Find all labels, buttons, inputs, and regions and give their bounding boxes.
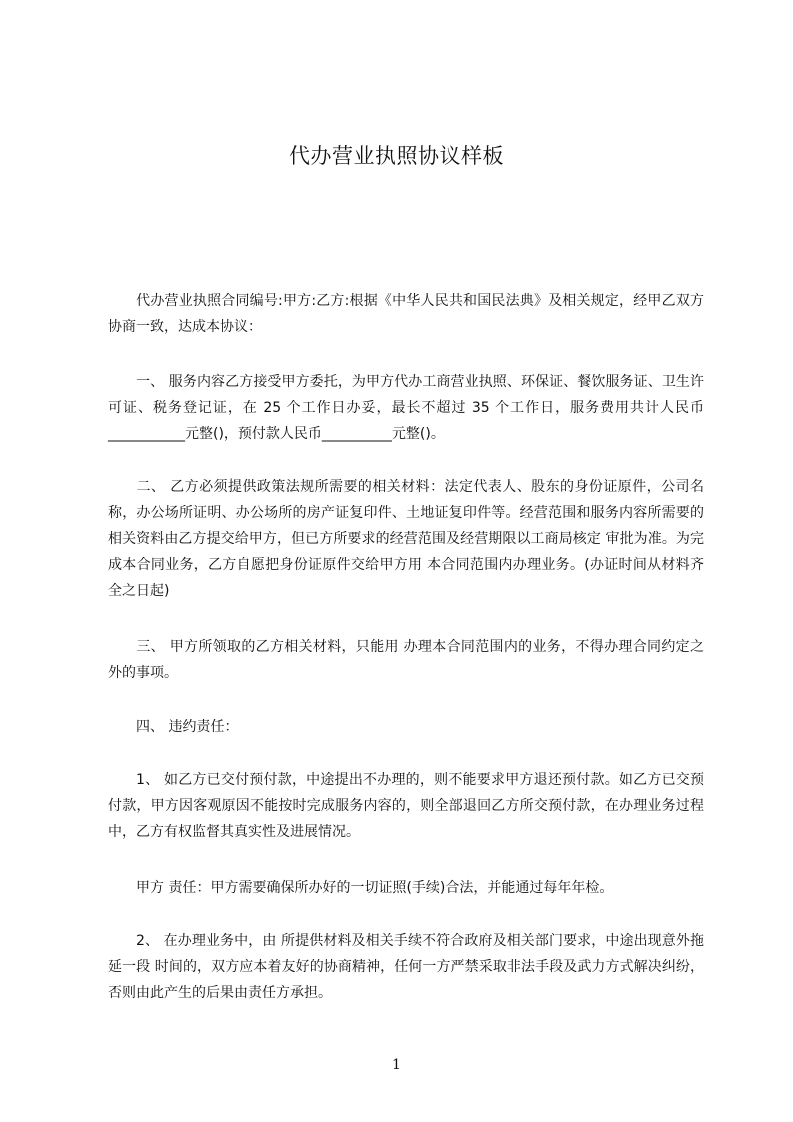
paragraph-breach-1-text: 1、 如乙方已交付预付款，中途提出不办理的，则不能要求甲方退还预付款。如乙方已交预付款，甲方因客观原因不能按时完成服务内容的，则全部退回乙方所交预付款，在办理业务过程中，乙方有权监督其真实性及进展情况。	[108, 772, 704, 840]
paragraph-intro	[108, 288, 704, 340]
paragraph-clause-1-text: 一、 服务内容乙方接受甲方委托，为甲方代办工商营业执照、环保证、餐饮服务证、卫生许可证、税务登记证，在 25 个工作日办妥，最长不超过 35 个工作日，服务费用共计人民币___________元整()，预付款人民币__________元整()。	[108, 374, 704, 442]
paragraph-clause-3	[108, 634, 704, 686]
paragraph-clause-4-heading	[108, 714, 704, 740]
paragraph-breach-2-text: 2、 在办理业务中，由 所提供材料及相关手续不符合政府及相关部门要求，中途出现意外拖延一段 时间的，双方应本着友好的协商精神，任何一方严禁采取非法手段及武力方式解决纠纷，否则由此产生的后果由责任方承担。	[108, 933, 704, 1001]
paragraph-party-a-duty	[108, 875, 704, 901]
document-title: 代办营业执照协议样板	[289, 144, 504, 168]
paragraph-clause-4-heading-text: 四、 违约责任：	[136, 719, 239, 735]
paragraph-breach-2	[108, 928, 704, 1006]
paragraph-clause-1	[108, 369, 704, 447]
paragraph-party-a-duty-text: 甲方 责任：甲方需要确保所办好的一切证照(手续)合法，并能通过每年年检。	[136, 880, 614, 896]
paragraph-breach-1	[108, 767, 704, 845]
page-number: 1	[392, 1057, 401, 1073]
paragraph-clause-3-text: 三、 甲方所领取的乙方相关材料，只能用 办理本合同范围内的业务，不得办理合同约定之外的事项。	[108, 639, 704, 681]
paragraph-clause-2	[108, 474, 704, 604]
paragraph-clause-2-text: 二、 乙方必须提供政策法规所需要的相关材料：法定代表人、股东的身份证原件，公司名称，办公场所证明、办公场所的房产证复印件、土地证复印件等。经营范围和服务内容所需要的相关资料由乙方提交给甲方，但已方所要求的经营范围及经营期限以工商局核定 审批为准。为完成本合同业务，乙方自愿把身份证原件交给甲方用 本合同范围内办理业务。(办证时间从材料齐全之日起)	[108, 479, 704, 599]
paragraph-intro-text: 代办营业执照合同编号:甲方:乙方:根据《中华人民共和国民法典》及相关规定，经甲乙双方协商一致，达成本协议：	[108, 293, 704, 335]
